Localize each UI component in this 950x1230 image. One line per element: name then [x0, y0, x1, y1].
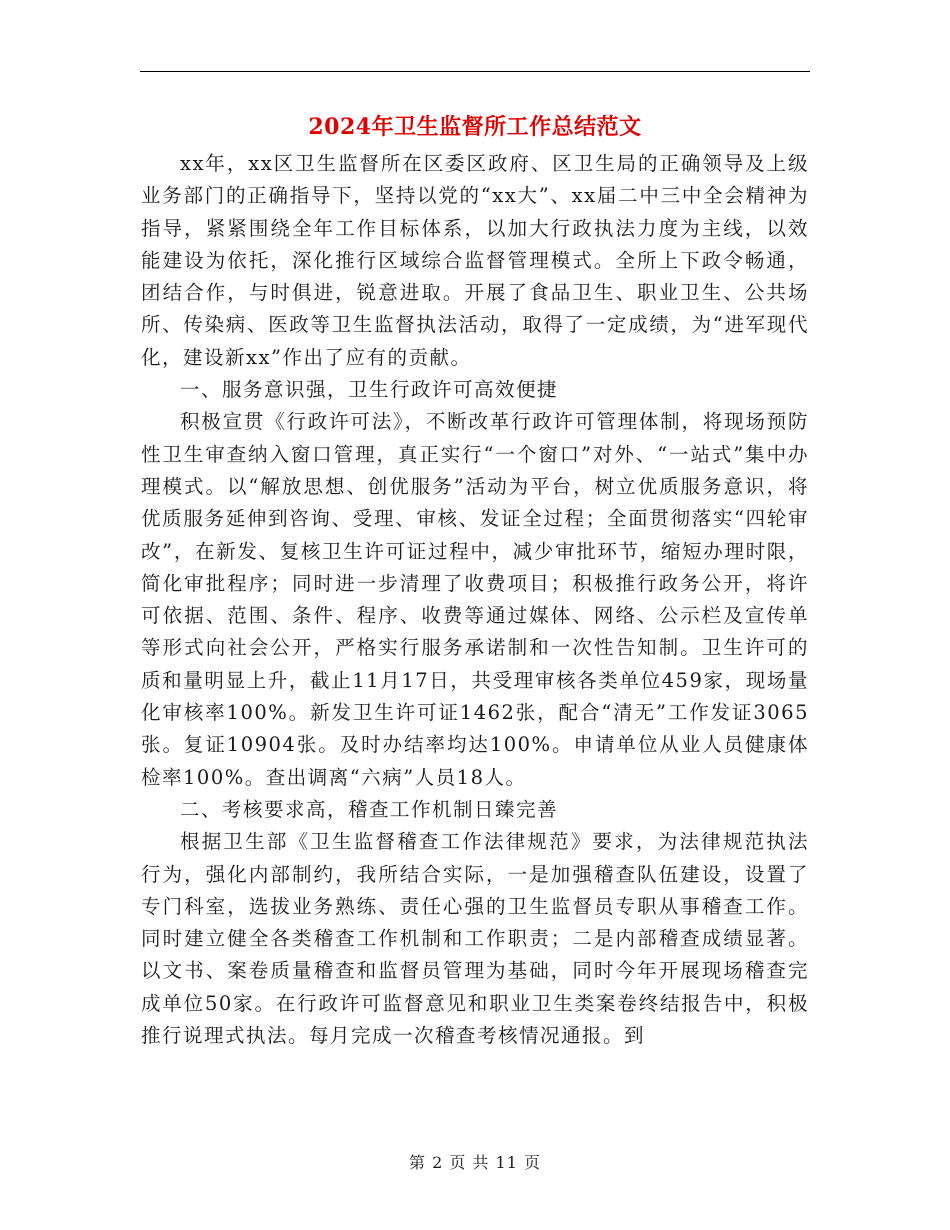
section-heading-1: 一、服务意识强，卫生行政许可高效便捷	[180, 378, 559, 402]
paragraph-section-1: 积极宣贯《行政许可法》，不断改革行政许可管理体制，将现场预防性卫生审查纳入窗口管理，真正实行“一个窗口”对外、“一站式”集中办理模式。以“解放思想、创优服务”活动为平台，树立优质服务意识，将优质服务延伸到咨询、受理、审核、发证全过程；全面贯彻落实“四轮审改”，在新发、复核卫生许可证过程中，减少审批环节，缩短办理时限，简化审批程序；同时进一步清理了收费项目；积极推行政务公开，将许可依据、范围、条件、程序、收费等通过媒体、网络、公示栏及宣传单等形式向社会公开，严格实行服务承诺制和一次性告知制。卫生许可的质和量明显上升，截止11月17日，共受理审核各类单位459家，现场量化审核率100%。新发卫生许可证1462张，配合“清无”工作发证3065张。复证10904张。及时办结率均达100%。申请单位从业人员健康体检率100%。查出调离“六病”人员18人。	[141, 410, 809, 789]
header-rule	[140, 71, 810, 72]
page-number: 第 2 页 共 11 页	[409, 1153, 541, 1172]
document-title: 2024年卫生监督所工作总结范文	[308, 114, 642, 140]
paragraph-section-2: 根据卫生部《卫生监督稽查工作法律规范》要求，为法律规范执法行为，强化内部制约，我所结合实际，一是加强稽查队伍建设，设置了专门科室，选拔业务熟练、责任心强的卫生监督员专职从事稽查工作。同时建立健全各类稽查工作机制和工作职责；二是内部稽查成绩显著。以文书、案卷质量稽查和监督员管理为基础，同时今年开展现场稽查完成单位50家。在行政许可监督意见和职业卫生类案卷终结报告中，积极推行说理式执法。每月完成一次稽查考核情况通报。到	[141, 830, 809, 1048]
document-body	[141, 148, 809, 1052]
page-footer	[0, 1151, 950, 1175]
paragraph-intro: xx年，xx区卫生监督所在区委区政府、区卫生局的正确领导及上级业务部门的正确指导下，坚持以党的“xx大”、xx届二中三中全会精神为指导，紧紧围绕全年工作目标体系，以加大行政执法力度为主线，以效能建设为依托，深化推行区域综合监督管理模式。全所上下政令畅通，团结合作，与时俱进，锐意进取。开展了食品卫生、职业卫生、公共场所、传染病、医政等卫生监督执法活动，取得了一定成绩，为“进军现代化，建设新xx”作出了应有的贡献。	[141, 152, 809, 369]
section-heading-2: 二、考核要求高，稽查工作机制日臻完善	[180, 797, 559, 821]
